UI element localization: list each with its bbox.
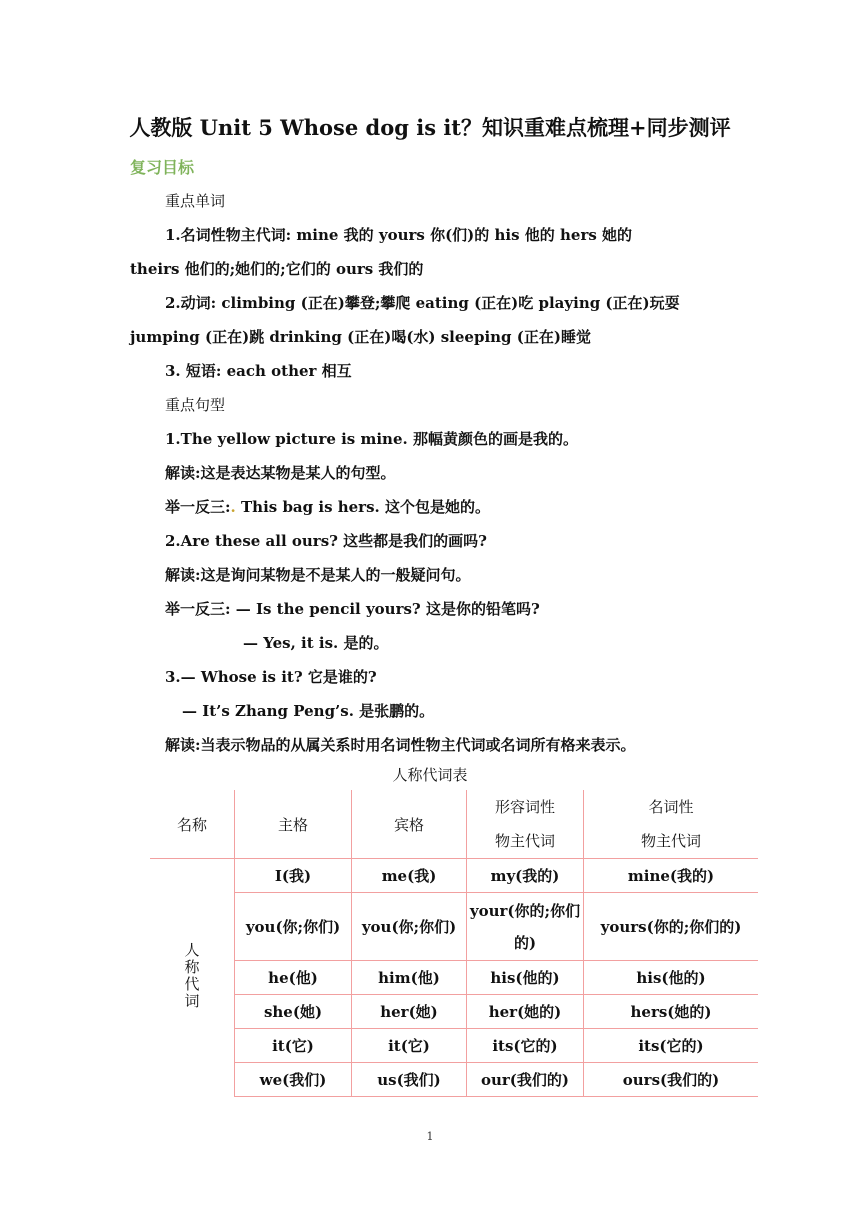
table-header-row bbox=[150, 790, 758, 859]
example-1: 举一反三:. This bag is hers. 这个包是她的。 bbox=[165, 498, 490, 516]
cell: its(它的) bbox=[584, 1029, 759, 1063]
cell: her(她) bbox=[352, 995, 467, 1029]
example-1-text: This bag is hers. 这个包是她的。 bbox=[241, 498, 490, 516]
cell: you(你;你们) bbox=[235, 893, 352, 961]
cell: he(他) bbox=[235, 961, 352, 995]
table-row bbox=[150, 859, 758, 893]
cell: it(它) bbox=[235, 1029, 352, 1063]
table-row bbox=[150, 1029, 758, 1063]
page-number: 1 bbox=[426, 1130, 434, 1143]
table-caption: 人称代词表 bbox=[392, 766, 468, 784]
cell: me(我) bbox=[352, 859, 467, 893]
explanation-2: 解读:这是询问某物是不是某人的一般疑问句。 bbox=[165, 566, 471, 584]
cell: I(我) bbox=[235, 859, 352, 893]
header-adjective-possessive: 形容词性 物主代词 bbox=[467, 790, 584, 859]
cell: she(她) bbox=[235, 995, 352, 1029]
cell: you(你;你们) bbox=[352, 893, 467, 961]
header-subject: 主格 bbox=[235, 790, 352, 859]
cell: his(他的) bbox=[584, 961, 759, 995]
subheading-key-words: 重点单词 bbox=[165, 192, 226, 210]
pronoun-table bbox=[150, 790, 758, 1097]
words-line-2b: jumping (正在)跳 drinking (正在)喝(水) sleeping (正在)睡觉 bbox=[130, 328, 591, 346]
cell: him(他) bbox=[352, 961, 467, 995]
subheading-key-sentences: 重点句型 bbox=[165, 396, 226, 414]
cell: yours(你的;你们的) bbox=[584, 893, 759, 961]
table-row bbox=[150, 995, 758, 1029]
sentence-1: 1.The yellow picture is mine. 那幅黄颜色的画是我的。 bbox=[165, 430, 578, 448]
cell: our(我们的) bbox=[467, 1063, 584, 1097]
explanation-1: 解读:这是表达某物是某人的句型。 bbox=[165, 464, 396, 482]
example-1-label: 举一反三: bbox=[165, 498, 231, 516]
table-row bbox=[150, 1063, 758, 1097]
example-2-question: 举一反三: — Is the pencil yours? 这是你的铅笔吗? bbox=[165, 600, 540, 618]
cell: my(我的) bbox=[467, 859, 584, 893]
cell: it(它) bbox=[352, 1029, 467, 1063]
header-object: 宾格 bbox=[352, 790, 467, 859]
table-row bbox=[150, 961, 758, 995]
section-heading: 复习目标 bbox=[130, 158, 195, 177]
cell: we(我们) bbox=[235, 1063, 352, 1097]
words-line-1b: theirs 他们的;她们的;它们的 ours 我们的 bbox=[130, 260, 424, 278]
cell: her(她的) bbox=[467, 995, 584, 1029]
sentence-3-answer: — It’s Zhang Peng’s. 是张鹏的。 bbox=[182, 702, 435, 720]
header-noun-possessive: 名词性 物主代词 bbox=[584, 790, 759, 859]
cell: his(他的) bbox=[467, 961, 584, 995]
cell: us(我们) bbox=[352, 1063, 467, 1097]
row-group-label: 人称代词 bbox=[182, 941, 201, 1010]
words-line-2a: 2.动词: climbing (正在)攀登;攀爬 eating (正在)吃 playing (正在)玩耍 bbox=[165, 294, 680, 312]
cell: its(它的) bbox=[467, 1029, 584, 1063]
document-title: 人教版 Unit 5 Whose dog is it？知识重难点梳理+同步测评 bbox=[129, 115, 731, 140]
explanation-3: 解读:当表示物品的从属关系时用名词性物主代词或名词所有格来表示。 bbox=[165, 736, 636, 754]
cell: ours(我们的) bbox=[584, 1063, 759, 1097]
cell: your(你的;你们的) bbox=[467, 893, 584, 961]
words-line-1a: 1.名词性物主代词: mine 我的 yours 你(们)的 his 他的 hers 她的 bbox=[165, 226, 633, 244]
sentence-2: 2.Are these all ours? 这些都是我们的画吗? bbox=[165, 532, 487, 550]
example-2-answer: — Yes, it is. 是的。 bbox=[243, 634, 389, 652]
cell: hers(她的) bbox=[584, 995, 759, 1029]
cell: mine(我的) bbox=[584, 859, 759, 893]
header-name: 名称 bbox=[150, 790, 235, 859]
table-row bbox=[150, 893, 758, 961]
sentence-3-question: 3.— Whose is it? 它是谁的? bbox=[165, 668, 377, 686]
words-line-3: 3. 短语: each other 相互 bbox=[165, 362, 352, 380]
